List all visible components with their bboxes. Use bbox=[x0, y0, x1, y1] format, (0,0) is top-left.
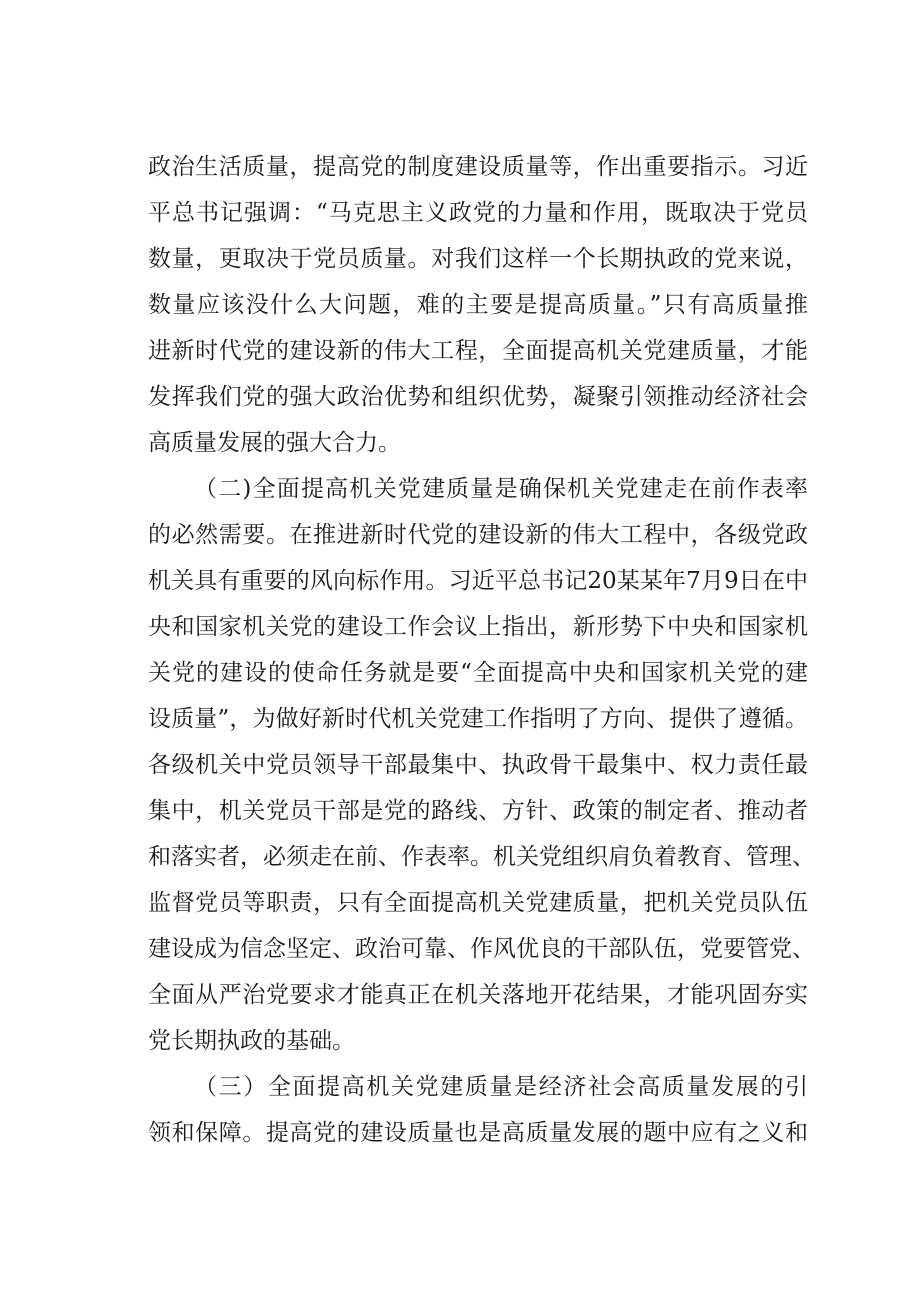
text-line: 机关具有重要的风向标作用。习近平总书记20某某年7月9日在中 bbox=[148, 568, 808, 594]
text-line: 进新时代党的建设新的伟大工程，全面提高机关党建质量，才能 bbox=[148, 338, 808, 364]
text-line: （三）全面提高机关党建质量是经济社会高质量发展的引 bbox=[194, 1074, 808, 1100]
text-line: 和落实者，必须走在前、作表率。机关党组织肩负着教育、管理、 bbox=[148, 844, 815, 870]
text-line: 建设成为信念坚定、政治可靠、作风优良的干部队伍，党要管党、 bbox=[148, 936, 815, 962]
text-line: 高质量发展的强大合力。 bbox=[148, 430, 401, 456]
text-line: 发挥我们党的强大政治优势和组织优势，凝聚引领推动经济社会 bbox=[148, 384, 808, 410]
text-line: 监督党员等职责，只有全面提高机关党建质量，把机关党员队伍 bbox=[148, 890, 808, 916]
text-line: 数量应该没什么大问题，难的主要是提高质量。”只有高质量推 bbox=[148, 292, 808, 318]
text-line: 关党的建设的使命任务就是要“全面提高中央和国家机关党的建 bbox=[148, 660, 808, 686]
paragraph-1 bbox=[148, 144, 808, 466]
text-line: 党长期执政的基础。 bbox=[148, 1028, 355, 1054]
document-body bbox=[148, 144, 815, 1156]
text-line: （二)全面提高机关党建质量是确保机关党建走在前作表率 bbox=[194, 476, 808, 502]
paragraph-3 bbox=[148, 1064, 808, 1156]
text-line: 的必然需要。在推进新时代党的建设新的伟大工程中，各级党政 bbox=[148, 522, 808, 548]
text-line: 领和保障。提高党的建设质量也是高质量发展的题中应有之义和 bbox=[148, 1120, 808, 1146]
text-line: 集中，机关党员干部是党的路线、方针、政策的制定者、推动者 bbox=[148, 798, 808, 824]
text-line: 全面从严治党要求才能真正在机关落地开花结果，才能巩固夯实 bbox=[148, 982, 808, 1008]
text-line: 数量，更取决于党员质量。对我们这样一个长期执政的党来说， bbox=[148, 246, 808, 272]
paragraph-2 bbox=[148, 466, 815, 1064]
text-line: 政治生活质量，提高党的制度建设质量等，作出重要指示。习近 bbox=[148, 154, 808, 180]
text-line: 央和国家机关党的建设工作会议上指出，新形势下中央和国家机 bbox=[148, 614, 808, 640]
text-line: 各级机关中党员领导干部最集中、执政骨干最集中、权力责任最 bbox=[148, 752, 808, 778]
text-line: 平总书记强调：“马克思主义政党的力量和作用，既取决于党员 bbox=[148, 200, 808, 226]
text-line: 设质量”，为做好新时代机关党建工作指明了方向、提供了遵循。 bbox=[148, 706, 808, 732]
